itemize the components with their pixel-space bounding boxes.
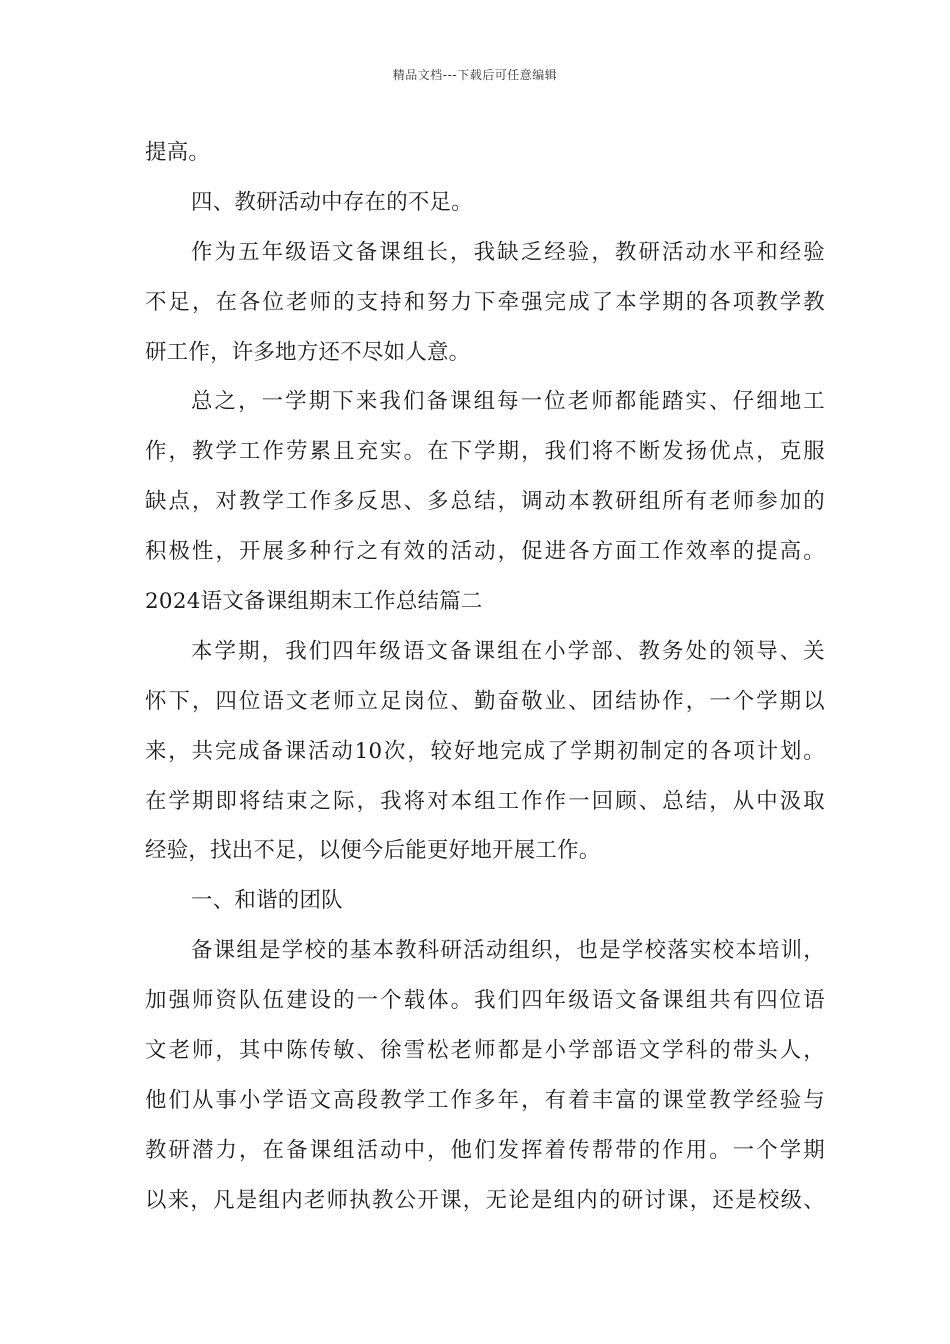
article-title: 2024语文备课组期末工作总结篇二 [145,589,483,615]
text-line: 缺点，对教学工作多反思、多总结，调动本教研组所有老师参加的 [145,489,825,515]
text-line: 文老师，其中陈传敏、徐雪松老师都是小学部语文学科的带头人， [145,1038,825,1064]
text-line: 研工作，许多地方还不尽如人意。 [145,339,471,365]
text-line: 不足，在各位老师的支持和努力下牵强完成了本学期的各项教学教 [145,289,825,315]
text-line: 加强师资队伍建设的一个载体。我们四年级语文备课组共有四位语 [145,988,825,1014]
document-body [145,128,825,1226]
text-line: 总之，一学期下来我们备课组每一位老师都能踏实、仔细地工 [191,389,825,415]
text-line: 备课组是学校的基本教科研活动组织，也是学校落实校本培训， [191,938,825,964]
section-heading: 一、和谐的团队 [191,888,343,914]
text-line: 以来，凡是组内老师执教公开课，无论是组内的研讨课，还是校级、 [145,1187,825,1213]
page-header: 精品文档---下载后可任意编辑 [392,68,558,82]
text-line: 经验，找出不足，以便今后能更好地开展工作。 [145,838,601,864]
text-line: 本学期，我们四年级语文备课组在小学部、教务处的领导、关 [191,638,825,664]
text-line: 提高。 [145,140,211,165]
text-line: 教研潜力，在备课组活动中，他们发挥着传帮带的作用。一个学期 [145,1137,825,1163]
text-line: 积极性，开展多种行之有效的活动，促进各方面工作效率的提高。 [145,539,825,565]
text-line: 怀下，四位语文老师立足岗位、勤奋敬业、团结协作，一个学期以 [145,688,825,714]
text-line: 作，教学工作劳累且充实。在下学期，我们将不断发扬优点，克服 [145,439,825,465]
text-line: 他们从事小学语文高段教学工作多年，有着丰富的课堂教学经验与 [145,1087,825,1113]
text-line: 在学期即将结束之际，我将对本组工作作一回顾、总结，从中汲取 [145,788,825,814]
text-line: 来，共完成备课活动10次，较好地完成了学期初制定的各项计划。 [145,738,825,764]
section-heading: 四、教研活动中存在的不足。 [191,189,473,215]
text-line: 作为五年级语文备课组长，我缺乏经验，教研活动水平和经验 [191,239,825,265]
